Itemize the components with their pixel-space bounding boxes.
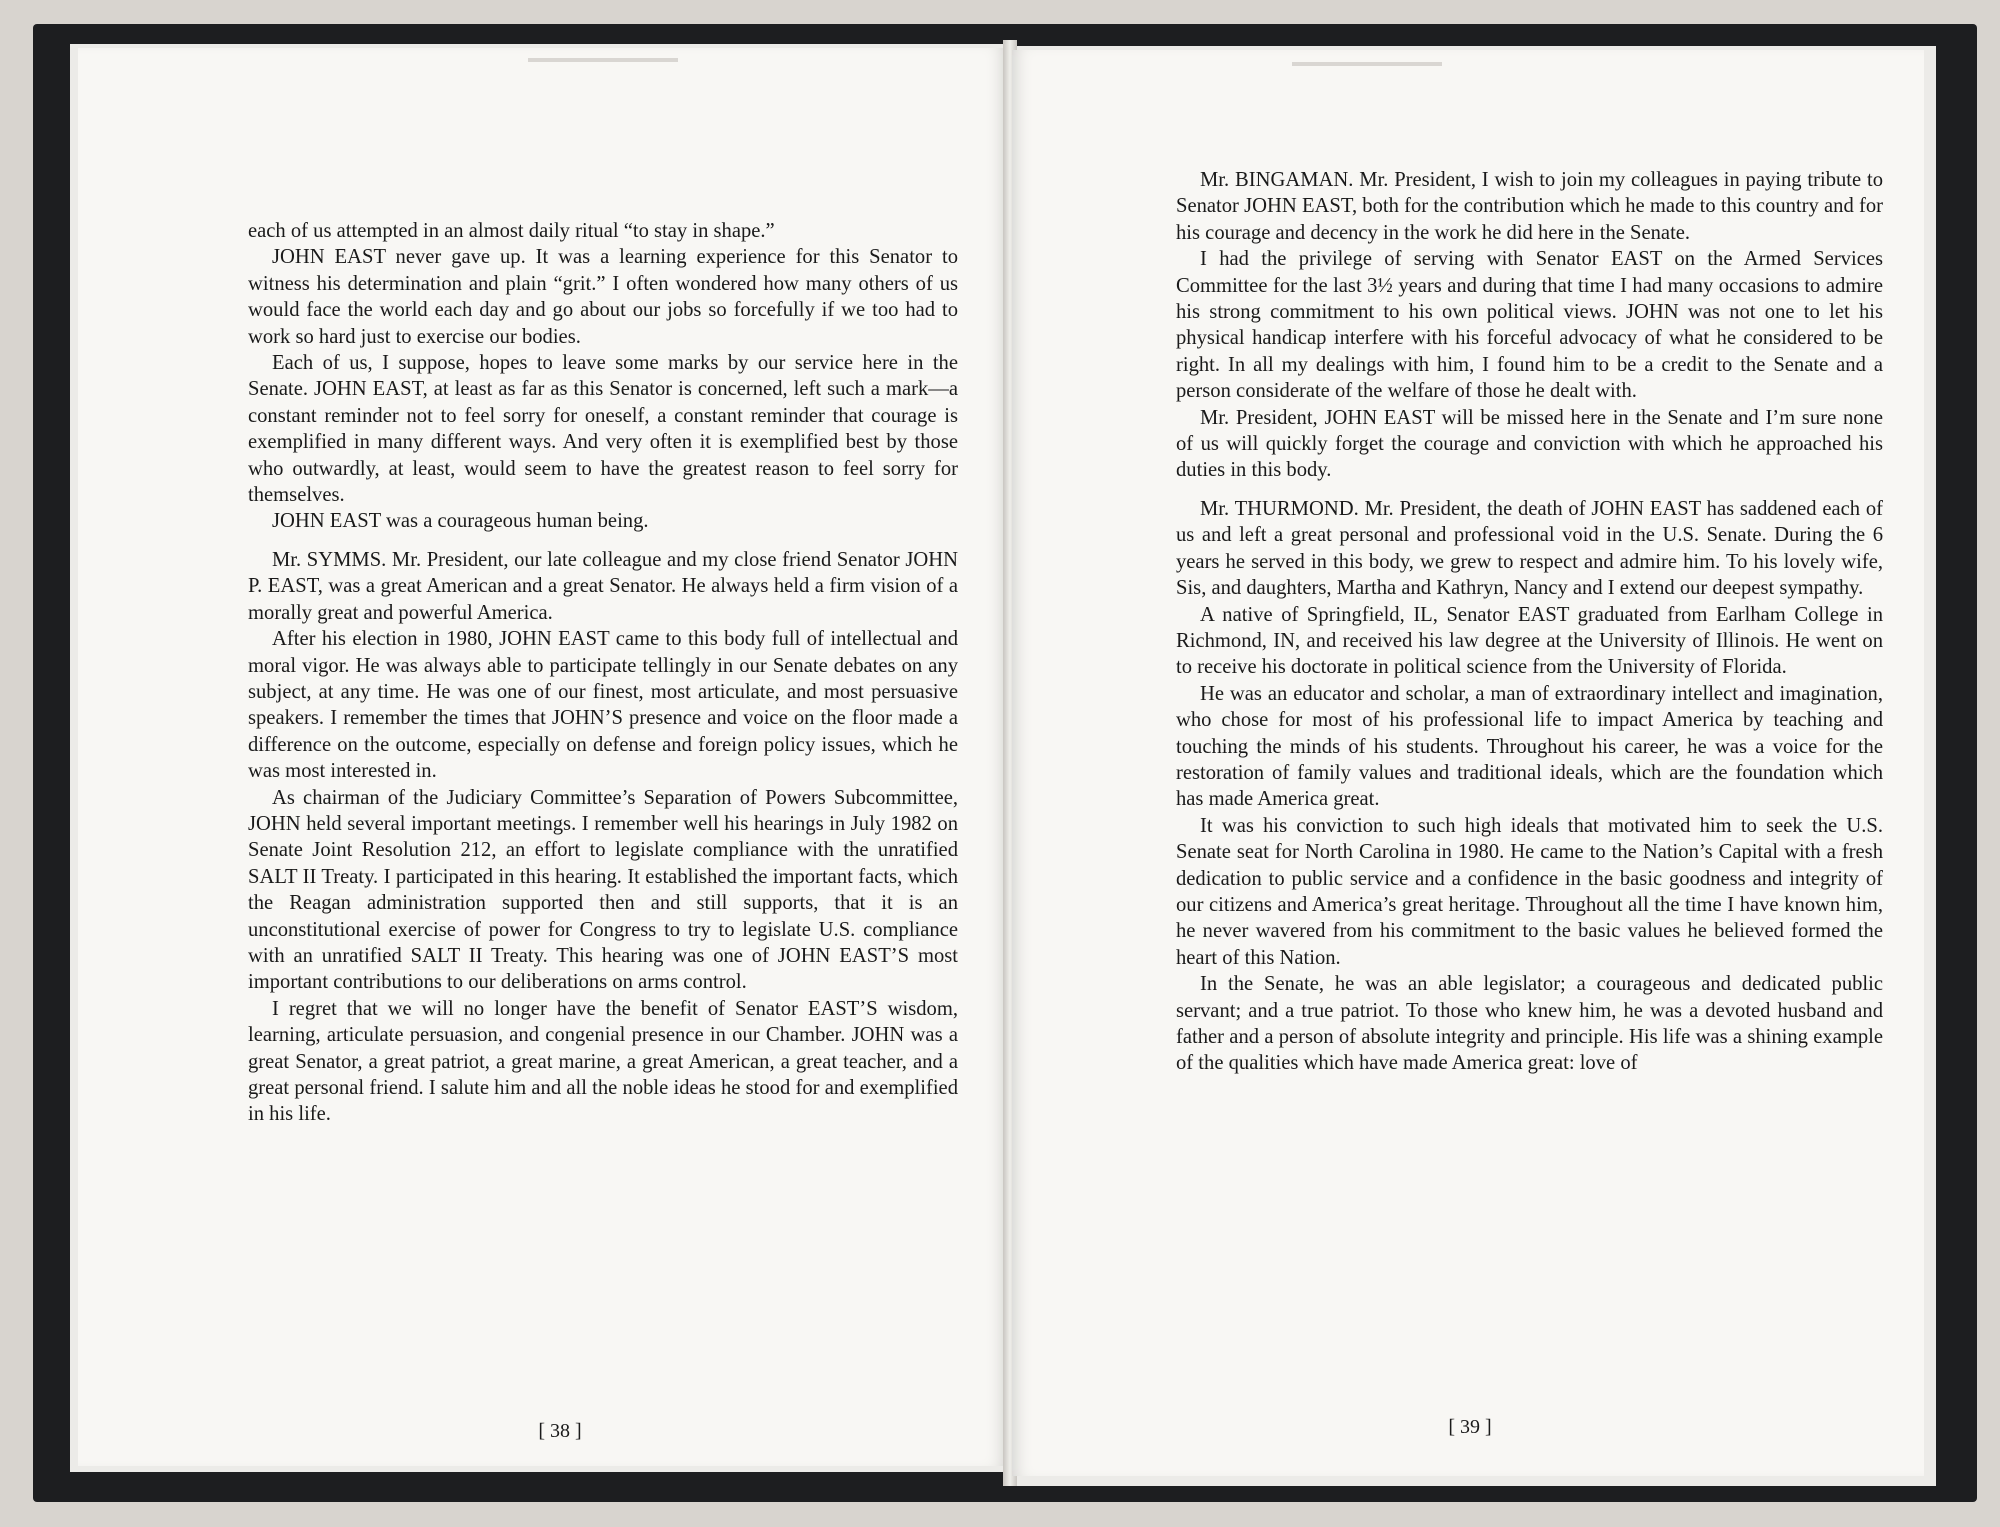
paragraph: As chairman of the Judiciary Committee’s Separation of Powers Subcommittee, JOHN held several important meetings. I remember well his hearings in July 1982 on Senate Joint Resolution 212, an effort to legislate compliance with the unratified SALT II Treaty. I participated in this hearing. It established the important facts, which the Reagan administration supported then and still supports, that it is an unconstitutional exercise of power for Congress to try to legislate U.S. compliance with an unratified SALT II Treaty. This hearing was one of JOHN EAST’S most important contributions to our deliberations on arms control. <box>248 786 958 994</box>
left-page-text <box>248 218 958 1128</box>
paragraph: Mr. THURMOND. Mr. President, the death of JOHN EAST has saddened each of us and left a great personal and professional void in the U.S. Senate. During the 6 years he served in this body, we grew to respect and admire him. To his lovely wife, Sis, and daughters, Martha and Kathryn, Nancy and I extend our deepest sympathy. <box>1176 497 1883 600</box>
paragraph: I had the privilege of serving with Senator EAST on the Armed Services Committee for the last 3½ years and during that time I had many occasions to admire his strong commitment to his own political views. JOHN was not one to let his physical handicap interfere with his forceful advocacy of what he considered to be right. In all my dealings with him, I found him to be a credit to the Senate and a person considerate of the welfare of those he dealt with. <box>1176 248 1883 403</box>
right-page-text <box>1176 167 1883 1077</box>
paragraph: Mr. President, JOHN EAST will be missed here in the Senate and I’m sure none of us will quickly forget the courage and conviction with which he approached his duties in this body. <box>1176 406 1883 482</box>
paragraph: Mr. BINGAMAN. Mr. President, I wish to join my colleagues in paying tribute to Senator JOHN EAST, both for the contribution which he made to this country and for his courage and decency in the work he did here in the Senate. <box>1176 169 1883 244</box>
paragraph: He was an educator and scholar, a man of extraordinary intellect and imagination, who chose for most of his professional life to impact America by teaching and touching the minds of his students. Throughout his career, he was a voice for the restoration of family values and traditional ideals, which are the foundation which has made America great. <box>1176 682 1883 811</box>
faint-running-head <box>1292 62 1442 66</box>
faint-running-head <box>528 58 678 62</box>
paragraph: A native of Springfield, IL, Senator EAST graduated from Earlham College in Richmond, IN, and received his law degree at the University of Illinois. He went on to receive his doctorate in political science from the University of Florida. <box>1176 603 1883 679</box>
page-number: [ 39 ] <box>1448 1416 1492 1438</box>
paragraph: In the Senate, he was an able legislator; a courageous and dedicated public servant; and a true patriot. To those who knew him, he was a devoted husband and father and a person of absolute integrity and principle. His life was a shining example of the qualities which have made America great: love of <box>1176 973 1883 1075</box>
paragraph: Each of us, I suppose, hopes to leave some marks by our service here in the Senate. JOHN EAST, at least as far as this Senator is concerned, left such a mark—a constant reminder not to feel sorry for oneself, a constant reminder that courage is exemplified in many different ways. And very often it is exemplified best by those who outwardly, at least, would seem to have the greatest reason to feel sorry for themselves. <box>248 352 958 507</box>
paragraph: After his election in 1980, JOHN EAST came to this body full of intellectual and moral vigor. He was always able to participate tellingly in our Senate debates on any subject, at any time. He was one of our finest, most articulate, and most persuasive speakers. I remember the times that JOHN’S presence and voice on the floor made a difference on the outcome, especially on defense and foreign policy issues, which he was most interested in. <box>248 628 958 783</box>
page-number: [ 38 ] <box>538 1420 582 1442</box>
paragraph: I regret that we will no longer have the benefit of Senator EAST’S wisdom, learning, articulate persuasion, and congenial presence in our Chamber. JOHN was a great Senator, a great patriot, a great marine, a great American, a great teacher, and a great personal friend. I salute him and all the noble ideas he stood for and exemplified in his life. <box>248 997 958 1126</box>
paragraph: JOHN EAST was a courageous human being. <box>272 510 649 533</box>
paragraph: It was his conviction to such high ideals that motivated him to seek the U.S. Senate seat for North Carolina in 1980. He came to the Nation’s Capital with a fresh dedication to public service and a confidence in the basic goodness and integrity of our citizens and America’s great heritage. Throughout all the time I have known him, he never wavered from his commitment to the basic values he believed formed the heart of this Nation. <box>1176 814 1883 969</box>
paragraph: each of us attempted in an almost daily ritual “to stay in shape.” <box>248 220 775 242</box>
paragraph: JOHN EAST never gave up. It was a learning experience for this Senator to witness his determination and plain “grit.” I often wondered how many others of us would face the world each day and go about our jobs so forcefully if we too had to work so hard just to exercise our bodies. <box>248 246 958 348</box>
right-page <box>1012 50 1924 1476</box>
paragraph: Mr. SYMMS. Mr. President, our late colleague and my close friend Senator JOHN P. EAST, was a great American and a great Senator. He always held a firm vision of a morally great and powerful America. <box>248 548 958 624</box>
left-page <box>78 48 1006 1466</box>
